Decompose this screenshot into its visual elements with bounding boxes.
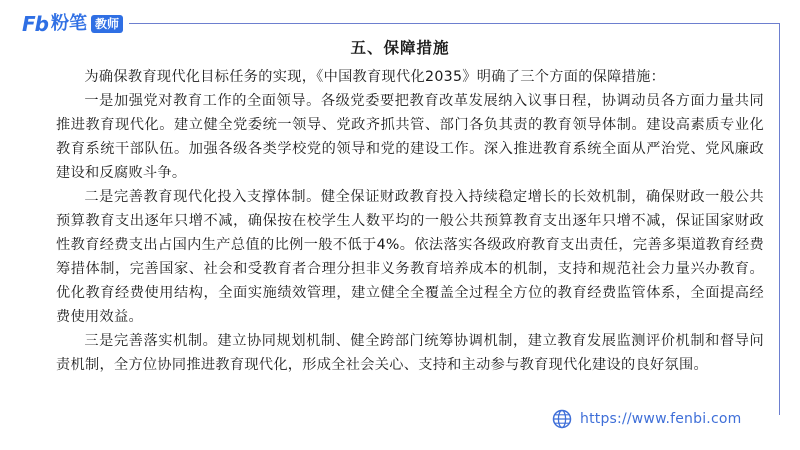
footer-link[interactable] xyxy=(552,409,741,429)
paragraph-intro: 为确保教育现代化目标任务的实现，《中国教育现代化2035》明确了三个方面的保障措施： xyxy=(84,69,666,85)
footer-url[interactable]: https://www.fenbi.com xyxy=(580,411,742,427)
globe-icon xyxy=(552,409,572,429)
document-body xyxy=(56,65,764,377)
paragraph-leadership: 一是加强党对教育工作的全面领导。各级党委要把教育改革发展纳入议事日程，协调动员各方面力量共同推进教育现代化。建立健全党委统一领导、党政齐抓共管、部门各负其责的教育领导体制。建设高素质专业化教育系统干部队伍。加强各级各类学校党的领导和党的建设工作。深入推进教育系统全面从严治党、党风廉政建设和反腐败斗争。 xyxy=(56,93,764,181)
paragraph-investment: 二是完善教育现代化投入支撑体制。健全保证财政教育投入持续稳定增长的长效机制，确保财政一般公共预算教育支出逐年只增不减，确保按在校学生人数平均的一般公共预算教育支出逐年只增不减，保证国家财政性教育经费支出占国内生产总值的比例一般不低于4%。依法落实各级政府教育支出责任，完善多渠道教育经费筹措体制，完善国家、社会和受教育者合理分担非义务教育培养成本的机制，支持和规范社会力量兴办教育。优化教育经费使用结构，全面实施绩效管理，建立健全全覆盖全过程全方位的教育经费监管体系，全面提高经费使用效益。 xyxy=(56,189,764,325)
logo-brand-name: 粉笔 xyxy=(50,13,87,34)
frame-right-border xyxy=(779,23,780,415)
logo-mark: Fb xyxy=(22,12,48,36)
paragraph-implementation: 三是完善落实机制。建立协同规划机制、健全跨部门统筹协调机制，建立教育发展监测评价机制和督导问责机制，全方位协同推进教育现代化，形成全社会关心、支持和主动参与教育现代化建设的良好氛围。 xyxy=(56,333,764,373)
logo-badge: 教师 xyxy=(91,15,123,33)
frame-top-border xyxy=(44,23,780,24)
fenbi-logo xyxy=(22,13,129,35)
section-title: 五、保障措施 xyxy=(350,39,450,57)
